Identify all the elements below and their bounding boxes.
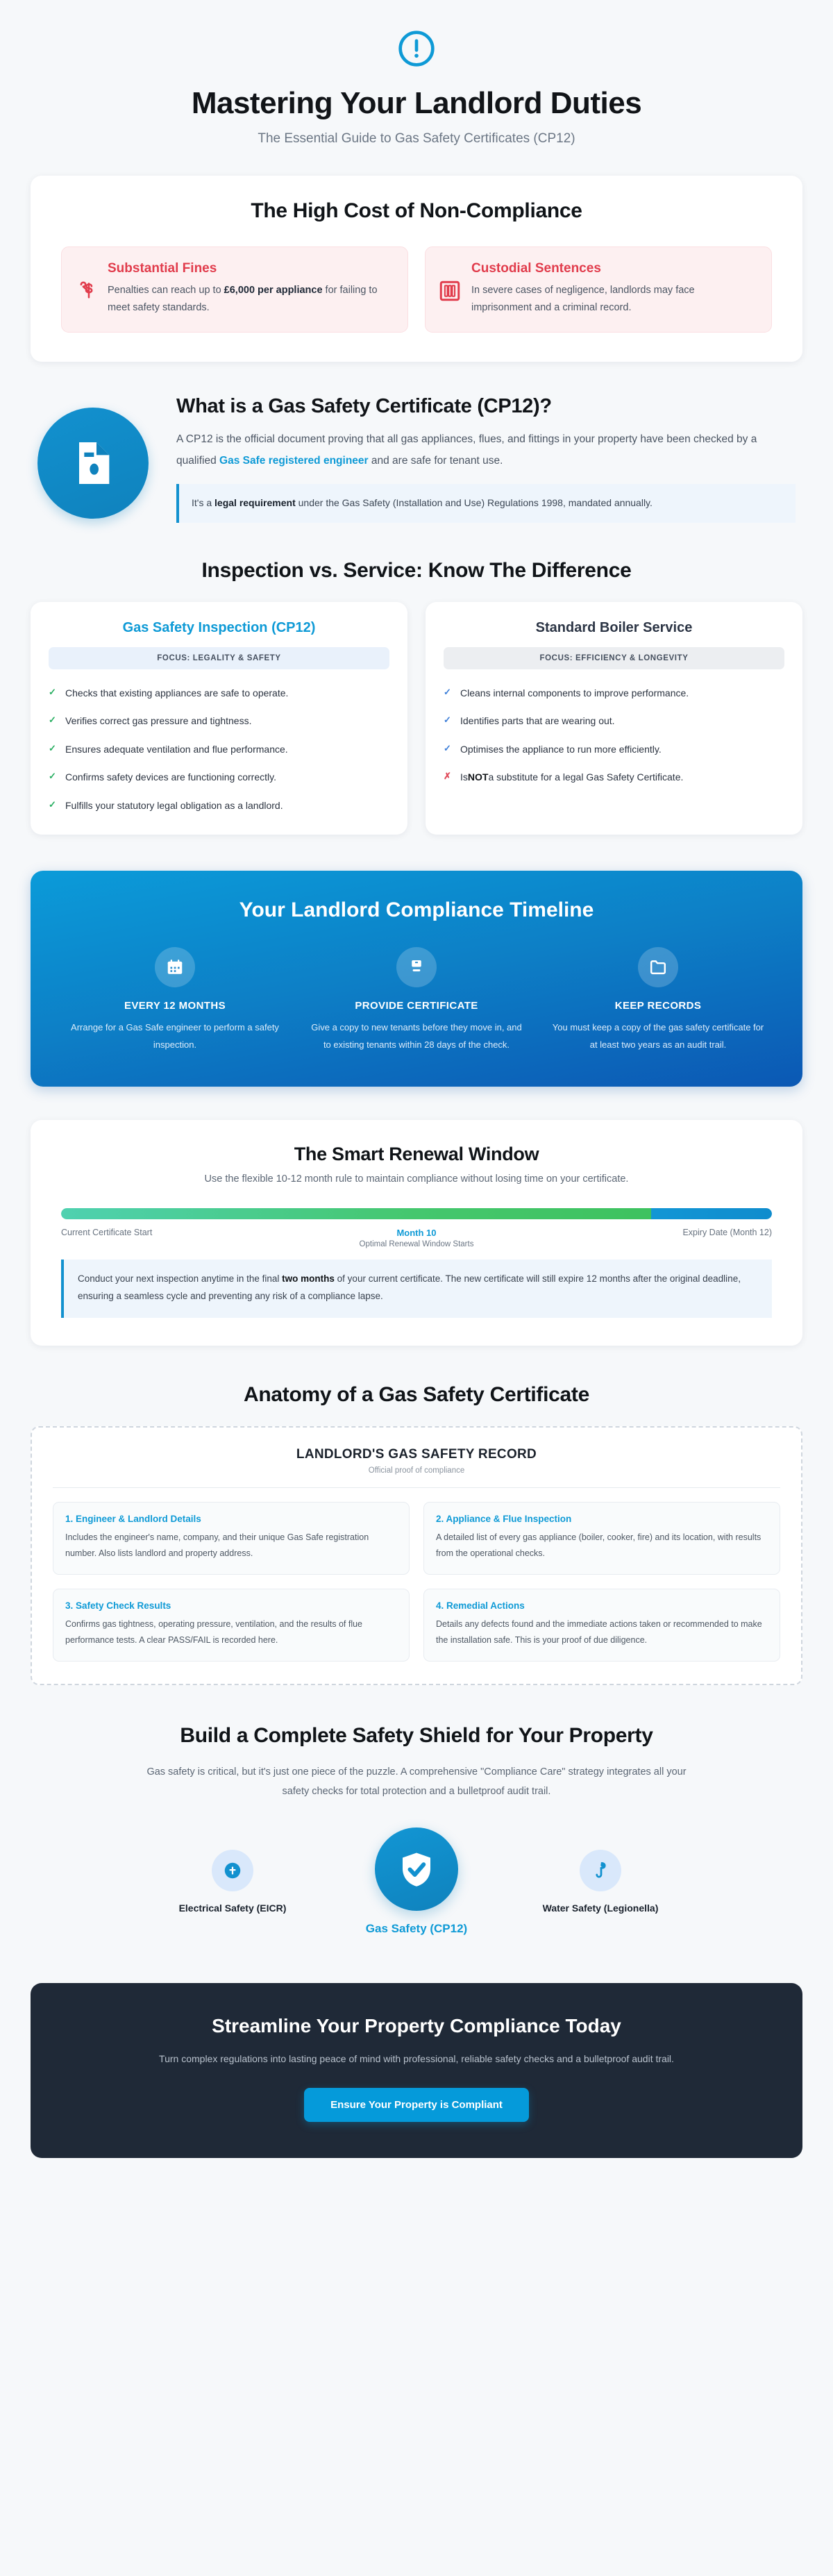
alert-circle-icon: [397, 29, 436, 68]
comparison-card-service: [426, 602, 802, 835]
money-penalty-icon: [74, 279, 98, 303]
timeline-step-label: EVERY 12 MONTHS: [124, 1000, 226, 1012]
cta-text: Turn complex regulations into lasting peace of mind with professional, reliable safety checks and a bulletproof audit trail.: [159, 2053, 674, 2065]
shield-icon-bubble: [580, 1850, 621, 1891]
document-subtitle: Official proof of compliance: [53, 1466, 780, 1488]
cross-icon: ✗: [444, 771, 451, 782]
renewal-heading: The Smart Renewal Window: [294, 1143, 539, 1164]
comparison-section: [31, 559, 802, 835]
page-subtitle: The Essential Guide to Gas Safety Certificates (CP12): [258, 131, 575, 146]
list-item: ✓ Fulfills your statutory legal obligation as a landlord.: [49, 797, 389, 814]
cta-button[interactable]: Ensure Your Property is Compliant: [304, 2088, 529, 2122]
renewal-label-start: Current Certificate Start: [61, 1227, 153, 1237]
electrical-plug-icon: [222, 1860, 243, 1881]
gas-safe-engineer-link[interactable]: Gas Safe registered engineer: [219, 454, 369, 467]
renewal-label-month10: Month 10 Optimal Renewal Window Starts: [359, 1227, 474, 1248]
anatomy-heading: Anatomy of a Gas Safety Certificate: [244, 1382, 589, 1406]
renewal-note: Conduct your next inspection anytime in the final two months of your current certificate. The new certificate will still expire 12 months after the original deadline, ensuring a seamless cycle and preventing any risk of a compliance lapse.: [61, 1260, 772, 1318]
anatomy-section: [31, 1383, 802, 1686]
anatomy-cell: [53, 1589, 410, 1662]
renewal-window-section: [31, 1120, 802, 1346]
check-icon: ✓: [444, 686, 451, 697]
timeline-icon-bubble: [396, 947, 437, 987]
check-icon: ✓: [444, 714, 451, 726]
list-item: ✓ Verifies correct gas pressure and tightness.: [49, 712, 389, 730]
risk-card-custodial: [425, 246, 772, 333]
certificate-award-icon: [407, 957, 426, 977]
list-item: ✗ IsNOTa substitute for a legal Gas Safety Certificate.: [444, 769, 784, 786]
folder-icon: [648, 957, 668, 977]
comparison-focus-badge: FOCUS: LEGALITY & SAFETY: [49, 647, 389, 669]
shield-lead: Gas safety is critical, but it's just one piece of the puzzle. A comprehensive "Compliance Care" strategy integrates all your safety checks for total protection and a bulletproof audit trail.: [146, 1766, 687, 1797]
comparison-heading: Inspection vs. Service: Know The Difference: [201, 558, 632, 582]
list-item: ✓ Optimises the appliance to run more efficiently.: [444, 741, 784, 758]
shield-item-water: [496, 1850, 705, 1914]
shield-item-gas: [337, 1828, 496, 1936]
check-icon: ✓: [49, 742, 56, 753]
timeline-step-text: Arrange for a Gas Safe engineer to perform a safety inspection.: [71, 1022, 279, 1050]
anatomy-cell: [53, 1502, 410, 1575]
timeline-step-every-12-months: [61, 947, 289, 1053]
cta-heading: Streamline Your Property Compliance Today: [212, 2015, 621, 2037]
timeline-step-label: PROVIDE CERTIFICATE: [355, 1000, 478, 1012]
anatomy-cell-text: Includes the engineer's name, company, and their unique Gas Safe registration number. Also lists landlord and property address.: [65, 1532, 369, 1558]
compliance-timeline-section: [31, 871, 802, 1086]
shield-heading: Build a Complete Safety Shield for Your Property: [180, 1724, 653, 1747]
list-item: ✓ Confirms safety devices are functioning correctly.: [49, 769, 389, 786]
renewal-bar-segment-valid: [61, 1208, 651, 1219]
hero-section: [31, 0, 802, 147]
cta-section: [31, 1983, 802, 2158]
list-item: ✓ Identifies parts that are wearing out.: [444, 712, 784, 730]
timeline-step-text: You must keep a copy of the gas safety certificate for at least two years as an audit trail.: [552, 1022, 764, 1050]
risk-text: Penalties can reach up to £6,000 per appliance for failing to meet safety standards.: [108, 284, 378, 313]
anatomy-cell-title: 4. Remedial Actions: [436, 1600, 525, 1611]
anatomy-cell-text: A detailed list of every gas appliance (boiler, cooker, fire) and its location, with results from the operational checks.: [436, 1532, 762, 1558]
shield-icon-bubble-primary: [375, 1828, 458, 1911]
water-droplet-icon: [590, 1860, 611, 1881]
renewal-bar-segment-window: [651, 1208, 772, 1219]
shield-item-label: Water Safety (Legionella): [542, 1902, 659, 1914]
list-item: ✓ Cleans internal components to improve performance.: [444, 685, 784, 702]
renewal-label-expiry: Expiry Date (Month 12): [682, 1227, 772, 1237]
timeline-icon-bubble: [638, 947, 678, 987]
comparison-card-title: Standard Boiler Service: [535, 619, 693, 635]
risk-title: Substantial Fines: [108, 260, 217, 276]
page-title: Mastering Your Landlord Duties: [191, 86, 642, 120]
anatomy-cell-title: 1. Engineer & Landlord Details: [65, 1513, 201, 1524]
shield-icon-bubble: [212, 1850, 253, 1891]
list-item: ✓ Checks that existing appliances are safe to operate.: [49, 685, 389, 702]
renewal-lead: Use the flexible 10-12 month rule to maintain compliance without losing time on your certificate.: [204, 1173, 629, 1185]
document-title: LANDLORD'S GAS SAFETY RECORD: [296, 1446, 537, 1462]
anatomy-cell: [423, 1589, 780, 1662]
calendar-icon: [165, 957, 185, 977]
timeline-step-keep-records: [544, 947, 772, 1053]
anatomy-cell: [423, 1502, 780, 1575]
timeline-step-text: Give a copy to new tenants before they move in, and to existing tenants within 28 days of the check.: [311, 1022, 522, 1050]
shield-item-label: Electrical Safety (EICR): [178, 1902, 287, 1914]
anatomy-cell-title: 2. Appliance & Flue Inspection: [436, 1513, 572, 1524]
check-icon: ✓: [49, 686, 56, 697]
check-icon: ✓: [49, 771, 56, 782]
legal-requirement-callout: It's a legal requirement under the Gas Safety (Installation and Use) Regulations 1998, mandated annually.: [176, 484, 796, 523]
timeline-icon-bubble: [155, 947, 195, 987]
comparison-card-inspection: [31, 602, 407, 835]
list-item: ✓ Ensures adequate ventilation and flue performance.: [49, 741, 389, 758]
what-is-heading: What is a Gas Safety Certificate (CP12)?: [176, 395, 552, 418]
certificate-badge: [37, 408, 149, 519]
noncompliance-heading: The High Cost of Non-Compliance: [251, 199, 582, 222]
check-icon: ✓: [49, 714, 56, 726]
anatomy-cell-text: Confirms gas tightness, operating pressure, ventilation, and the results of flue performance tests. A clear PASS/FAIL is recorded here.: [65, 1619, 363, 1645]
anatomy-cell-text: Details any defects found and the immediate actions taken or recommended to make the installation safe. This is your proof of due diligence.: [436, 1619, 762, 1645]
renewal-bar-labels: [61, 1228, 772, 1255]
risk-text: In severe cases of negligence, landlords may face imprisonment and a criminal record.: [471, 284, 695, 313]
shield-check-icon: [396, 1848, 437, 1890]
anatomy-document: [31, 1426, 802, 1686]
safety-shield-section: [31, 1724, 802, 1951]
timeline-heading: Your Landlord Compliance Timeline: [239, 898, 594, 922]
jail-bars-icon: [438, 279, 462, 303]
certificate-document-icon: [65, 435, 121, 491]
risk-card-fines: [61, 246, 408, 333]
what-is-cp12-section: [31, 392, 802, 523]
shield-item-electrical: [128, 1850, 337, 1914]
noncompliance-section: [31, 176, 802, 362]
risk-title: Custodial Sentences: [471, 260, 601, 276]
timeline-step-provide-certificate: [303, 947, 530, 1053]
anatomy-cell-title: 3. Safety Check Results: [65, 1600, 171, 1611]
comparison-card-title: Gas Safety Inspection (CP12): [122, 619, 316, 635]
what-is-paragraph: A CP12 is the official document proving that all gas appliances, flues, and fittings in your property have been checked by a qualified Gas Safe registered engineer and are safe for tenant use.: [176, 433, 757, 467]
check-icon: ✓: [49, 798, 56, 810]
comparison-focus-badge: FOCUS: EFFICIENCY & LONGEVITY: [444, 647, 784, 669]
shield-item-label: Gas Safety (CP12): [365, 1922, 468, 1936]
renewal-progress-bar: [61, 1208, 772, 1219]
comparison-list: [444, 685, 784, 786]
comparison-list: [49, 685, 389, 814]
check-icon: ✓: [444, 742, 451, 753]
timeline-step-label: KEEP RECORDS: [614, 1000, 702, 1012]
